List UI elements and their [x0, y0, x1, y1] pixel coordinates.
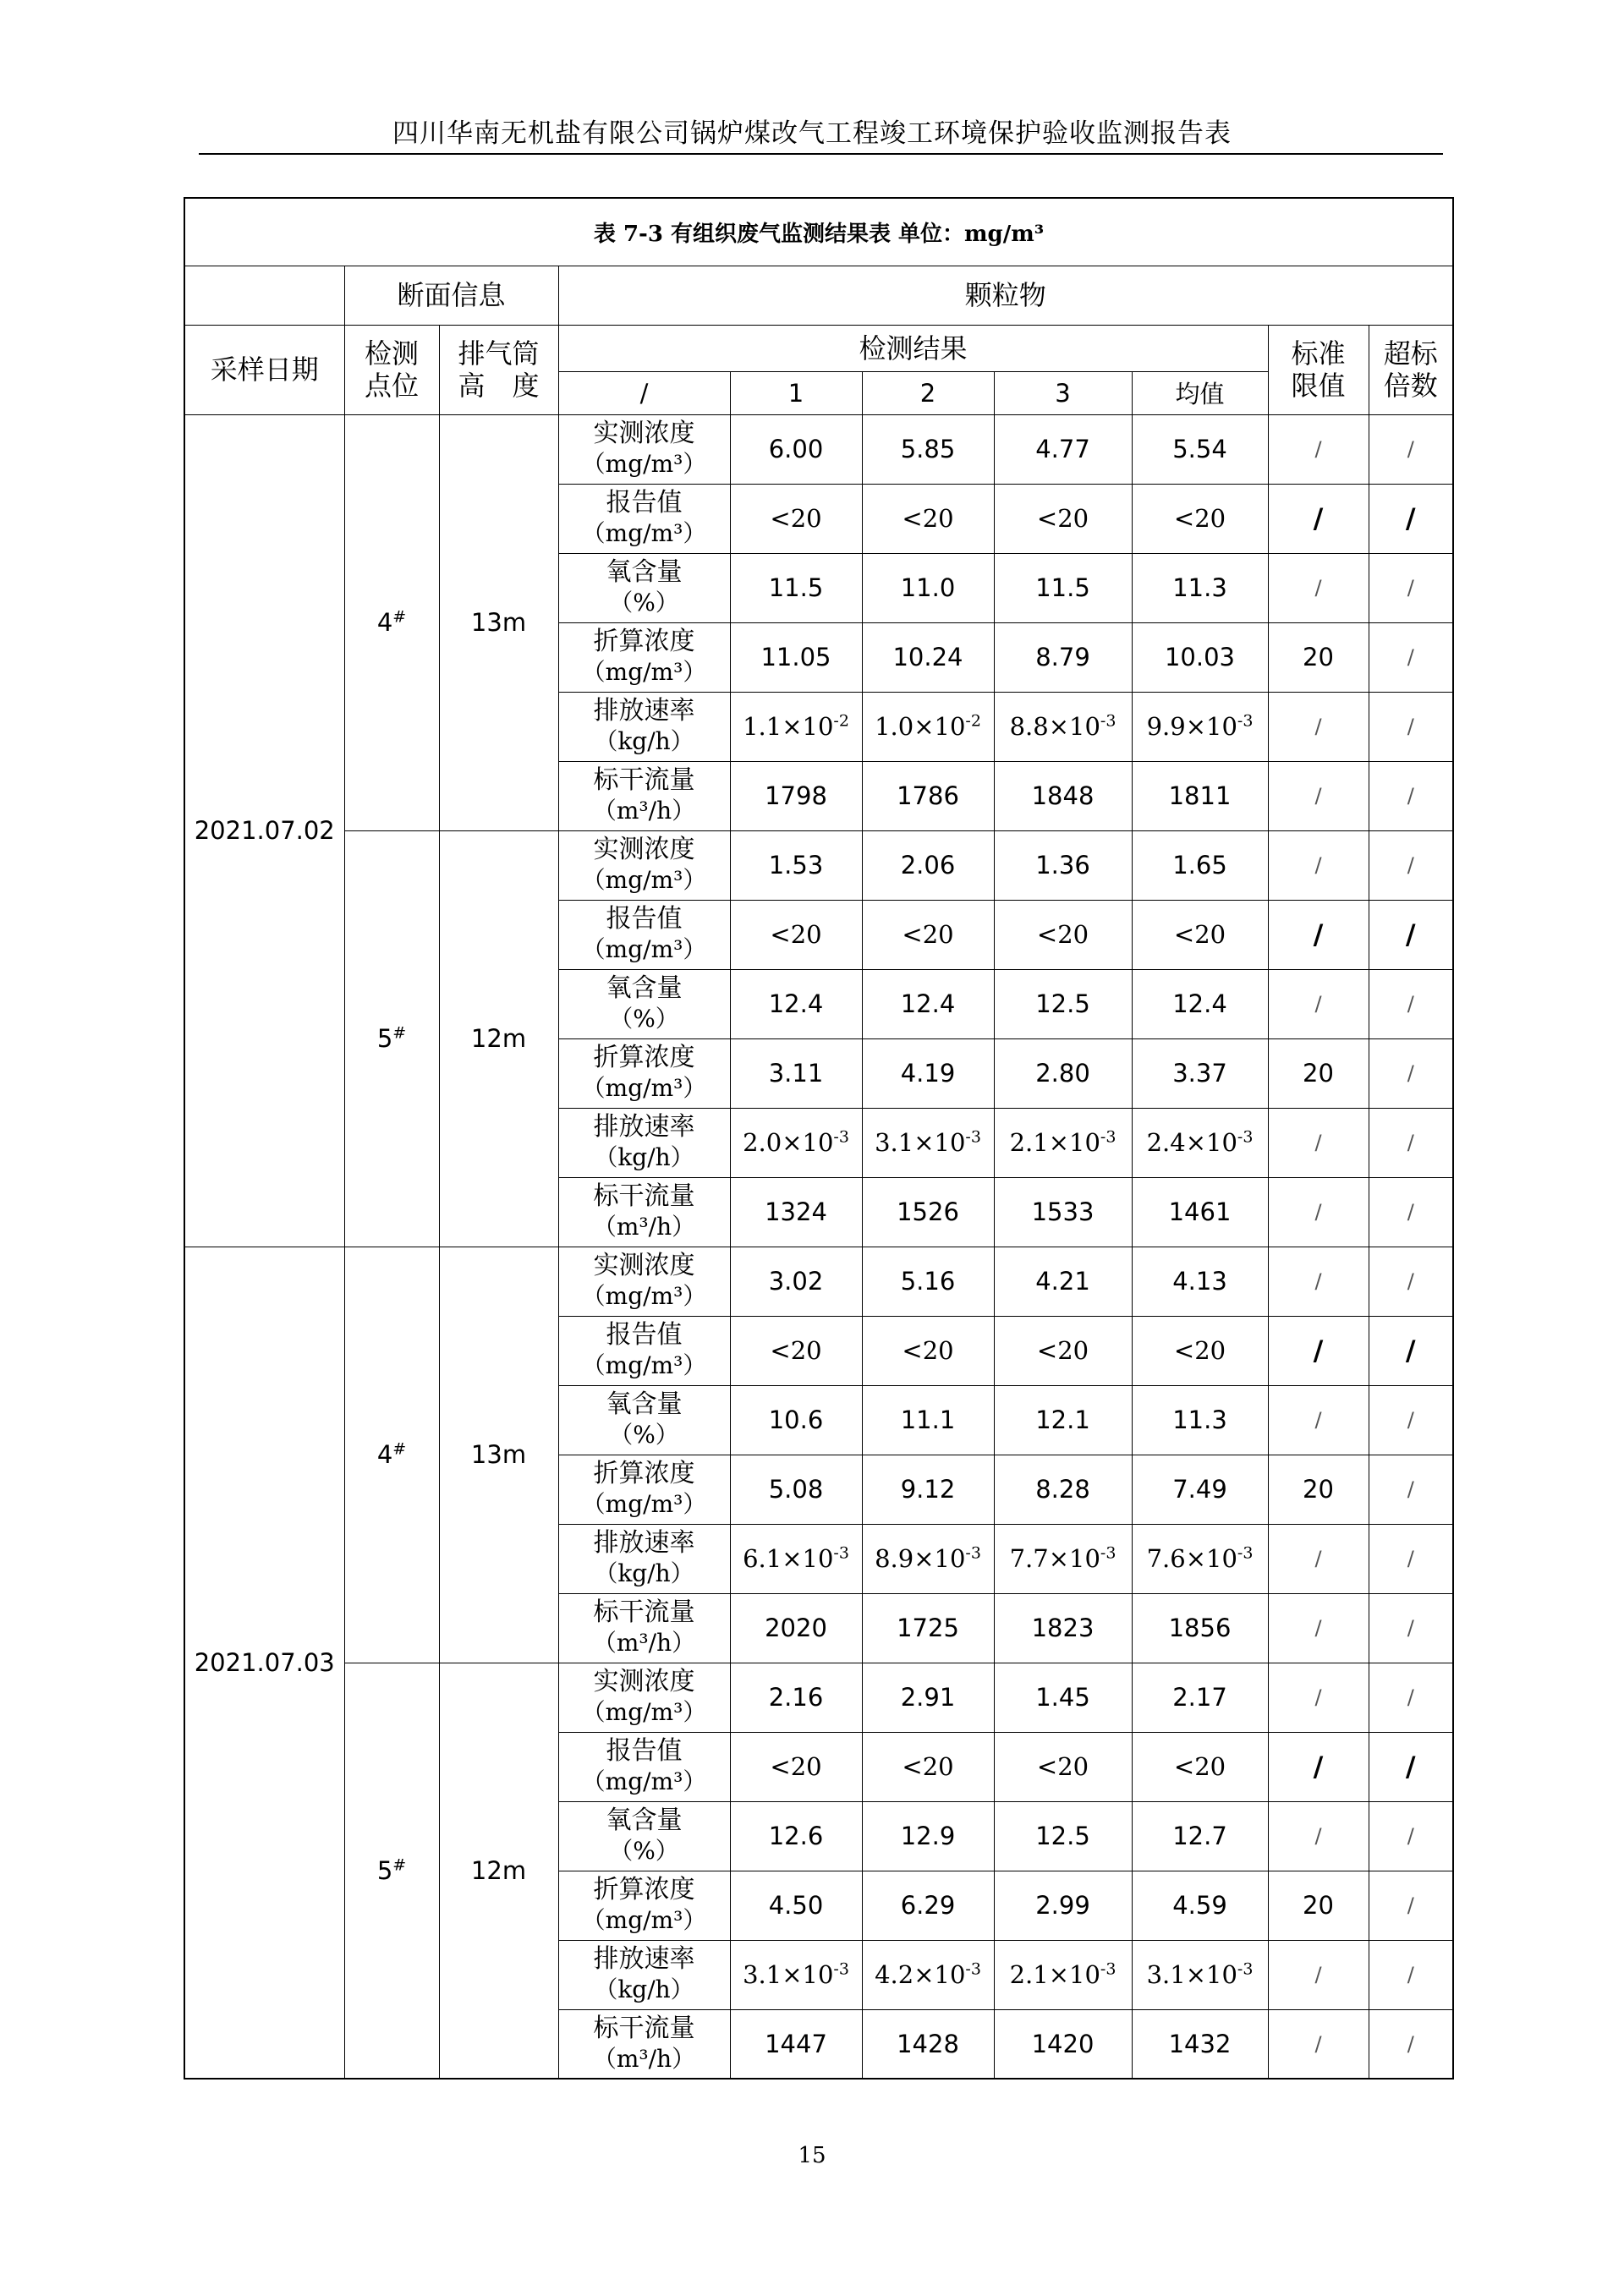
value-cell: 5.54 — [1132, 414, 1268, 484]
value-cell: 1811 — [1132, 761, 1268, 830]
value-cell: 2.17 — [1132, 1663, 1268, 1732]
value-cell: 4.50 — [730, 1871, 862, 1940]
param-name-cell: 标干流量 （m³/h） — [558, 1177, 730, 1247]
header-col-2: 2 — [862, 371, 994, 414]
value-cell: 3.02 — [730, 1247, 862, 1316]
value-cell: 4.59 — [1132, 1871, 1268, 1940]
header-col-mean: 均值 — [1132, 371, 1268, 414]
value-cell: 11.1 — [862, 1385, 994, 1455]
value-cell: 4.21 — [994, 1247, 1132, 1316]
value-cell: $7.7\times 10^{-3}$ — [994, 1524, 1132, 1593]
value-cell: 2020 — [730, 1593, 862, 1663]
limit-cell: / — [1268, 553, 1369, 622]
value-cell: <20 — [862, 484, 994, 553]
exceed-cell: / — [1369, 1455, 1453, 1524]
value-cell: 2.80 — [994, 1038, 1132, 1108]
value-cell: $6.1\times 10^{-3}$ — [730, 1524, 862, 1593]
page-number: 15 — [798, 2143, 826, 2168]
header-stack-height: 排气筒 高 度 — [439, 325, 558, 414]
header-point: 检测 点位 — [344, 325, 439, 414]
limit-cell: / — [1268, 1316, 1369, 1385]
value-cell: 6.00 — [730, 414, 862, 484]
header-section-info: 断面信息 — [344, 266, 558, 325]
value-cell: <20 — [994, 1316, 1132, 1385]
exceed-cell: / — [1369, 553, 1453, 622]
header-pollutant: 颗粒物 — [558, 266, 1453, 325]
point-cell: 5# — [344, 830, 439, 1247]
value-cell: 10.03 — [1132, 622, 1268, 692]
value-cell: $3.1\times 10^{-3}$ — [1132, 1940, 1268, 2009]
value-cell: 12.5 — [994, 969, 1132, 1038]
limit-cell: / — [1268, 414, 1369, 484]
exceed-cell: / — [1369, 2009, 1453, 2079]
value-cell: 1.36 — [994, 830, 1132, 900]
value-cell: 1533 — [994, 1177, 1132, 1247]
value-cell: 2.91 — [862, 1663, 994, 1732]
value-cell: 11.5 — [730, 553, 862, 622]
value-cell: <20 — [730, 484, 862, 553]
exceed-cell: / — [1369, 484, 1453, 553]
exceed-cell: / — [1369, 692, 1453, 761]
value-cell: 1420 — [994, 2009, 1132, 2079]
value-cell: 1786 — [862, 761, 994, 830]
stack-height-cell: 13m — [439, 1247, 558, 1663]
value-cell: <20 — [1132, 1316, 1268, 1385]
value-cell: $2.0\times 10^{-3}$ — [730, 1108, 862, 1177]
value-cell: 11.3 — [1132, 1385, 1268, 1455]
value-cell: <20 — [994, 484, 1132, 553]
limit-cell: / — [1268, 1524, 1369, 1593]
value-cell: $8.8\times 10^{-3}$ — [994, 692, 1132, 761]
param-name-cell: 折算浓度 （mg/m³） — [558, 1455, 730, 1524]
value-cell: 3.37 — [1132, 1038, 1268, 1108]
exceed-cell: / — [1369, 622, 1453, 692]
value-cell: 12.4 — [1132, 969, 1268, 1038]
value-cell: 12.6 — [730, 1801, 862, 1871]
value-cell: 1725 — [862, 1593, 994, 1663]
header-empty-cell — [184, 266, 344, 325]
value-cell: 1823 — [994, 1593, 1132, 1663]
limit-cell: / — [1268, 1177, 1369, 1247]
limit-cell: 20 — [1268, 1871, 1369, 1940]
value-cell: 11.5 — [994, 553, 1132, 622]
value-cell: $2.1\times 10^{-3}$ — [994, 1108, 1132, 1177]
value-cell: <20 — [1132, 900, 1268, 969]
param-name-cell: 报告值 （mg/m³） — [558, 900, 730, 969]
point-cell: 5# — [344, 1663, 439, 2079]
header-col-slash: / — [558, 371, 730, 414]
value-cell: <20 — [1132, 484, 1268, 553]
value-cell: 1.65 — [1132, 830, 1268, 900]
param-name-cell: 氧含量 （%） — [558, 969, 730, 1038]
exceed-cell: / — [1369, 1316, 1453, 1385]
value-cell: 11.3 — [1132, 553, 1268, 622]
limit-cell: 20 — [1268, 622, 1369, 692]
value-cell: 1.53 — [730, 830, 862, 900]
exceed-cell: / — [1369, 414, 1453, 484]
exceed-cell: / — [1369, 1871, 1453, 1940]
limit-cell: / — [1268, 1385, 1369, 1455]
table-row — [184, 1247, 1453, 1316]
param-name-cell: 标干流量 （m³/h） — [558, 1593, 730, 1663]
limit-cell: / — [1268, 692, 1369, 761]
value-cell: <20 — [862, 1316, 994, 1385]
value-cell: 1848 — [994, 761, 1132, 830]
value-cell: 12.4 — [730, 969, 862, 1038]
value-cell: 12.9 — [862, 1801, 994, 1871]
value-cell: 1856 — [1132, 1593, 1268, 1663]
exceed-cell: / — [1369, 1385, 1453, 1455]
value-cell: 1526 — [862, 1177, 994, 1247]
param-name-cell: 报告值 （mg/m³） — [558, 484, 730, 553]
header-results: 检测结果 — [558, 325, 1268, 371]
param-name-cell: 实测浓度 （mg/m³） — [558, 414, 730, 484]
value-cell: 10.24 — [862, 622, 994, 692]
value-cell: 10.6 — [730, 1385, 862, 1455]
exceed-cell: / — [1369, 761, 1453, 830]
value-cell: <20 — [730, 1316, 862, 1385]
table-caption: 表 7-3 有组织废气监测结果表 单位：mg/m³ — [184, 198, 1453, 266]
emission-results-table — [184, 197, 1454, 2080]
exceed-cell: / — [1369, 1801, 1453, 1871]
value-cell: $8.9\times 10^{-3}$ — [862, 1524, 994, 1593]
param-name-cell: 氧含量 （%） — [558, 553, 730, 622]
exceed-cell: / — [1369, 830, 1453, 900]
limit-cell: / — [1268, 484, 1369, 553]
value-cell: 2.06 — [862, 830, 994, 900]
param-name-cell: 标干流量 （m³/h） — [558, 761, 730, 830]
value-cell: 7.49 — [1132, 1455, 1268, 1524]
value-cell: $2.1\times 10^{-3}$ — [994, 1940, 1132, 2009]
param-name-cell: 排放速率 （kg/h） — [558, 1524, 730, 1593]
limit-cell: 20 — [1268, 1455, 1369, 1524]
limit-cell: / — [1268, 900, 1369, 969]
limit-cell: / — [1268, 1247, 1369, 1316]
param-name-cell: 实测浓度 （mg/m³） — [558, 1247, 730, 1316]
header-col-1: 1 — [730, 371, 862, 414]
value-cell: 1324 — [730, 1177, 862, 1247]
value-cell: 5.16 — [862, 1247, 994, 1316]
value-cell: <20 — [862, 1732, 994, 1801]
exceed-cell: / — [1369, 1038, 1453, 1108]
value-cell: 11.0 — [862, 553, 994, 622]
limit-cell: / — [1268, 830, 1369, 900]
param-name-cell: 氧含量 （%） — [558, 1385, 730, 1455]
param-name-cell: 折算浓度 （mg/m³） — [558, 1038, 730, 1108]
value-cell: 8.79 — [994, 622, 1132, 692]
exceed-cell: / — [1369, 1524, 1453, 1593]
limit-cell: / — [1268, 1801, 1369, 1871]
exceed-cell: / — [1369, 1663, 1453, 1732]
value-cell: 3.11 — [730, 1038, 862, 1108]
table-row — [184, 414, 1453, 484]
value-cell: 4.77 — [994, 414, 1132, 484]
value-cell: 11.05 — [730, 622, 862, 692]
param-name-cell: 实测浓度 （mg/m³） — [558, 830, 730, 900]
value-cell: 2.16 — [730, 1663, 862, 1732]
limit-cell: / — [1268, 1732, 1369, 1801]
limit-cell: / — [1268, 1663, 1369, 1732]
value-cell: <20 — [994, 1732, 1132, 1801]
header-sampling-date: 采样日期 — [184, 325, 344, 414]
exceed-cell: / — [1369, 1593, 1453, 1663]
value-cell: $9.9\times 10^{-3}$ — [1132, 692, 1268, 761]
exceed-cell: / — [1369, 1940, 1453, 2009]
value-cell: <20 — [730, 900, 862, 969]
value-cell: 1461 — [1132, 1177, 1268, 1247]
param-name-cell: 报告值 （mg/m³） — [558, 1732, 730, 1801]
limit-cell: / — [1268, 2009, 1369, 2079]
value-cell: <20 — [994, 900, 1132, 969]
page-header-title: 四川华南无机盐有限公司锅炉煤改气工程竣工环境保护验收监测报告表 — [392, 118, 1232, 149]
value-cell: $4.2\times 10^{-3}$ — [862, 1940, 994, 2009]
param-name-cell: 报告值 （mg/m³） — [558, 1316, 730, 1385]
value-cell: 1432 — [1132, 2009, 1268, 2079]
limit-cell: / — [1268, 1940, 1369, 2009]
limit-cell: 20 — [1268, 1038, 1369, 1108]
stack-height-cell: 13m — [439, 414, 558, 830]
table-row — [184, 830, 1453, 900]
value-cell: $2.4\times 10^{-3}$ — [1132, 1108, 1268, 1177]
param-name-cell: 折算浓度 （mg/m³） — [558, 622, 730, 692]
value-cell: 12.1 — [994, 1385, 1132, 1455]
header-exceed: 超标 倍数 — [1369, 325, 1453, 414]
value-cell: 4.19 — [862, 1038, 994, 1108]
exceed-cell: / — [1369, 900, 1453, 969]
header-limit: 标准 限值 — [1268, 325, 1369, 414]
value-cell: $1.1\times 10^{-2}$ — [730, 692, 862, 761]
point-cell: 4# — [344, 1247, 439, 1663]
value-cell: 8.28 — [994, 1455, 1132, 1524]
value-cell: 9.12 — [862, 1455, 994, 1524]
exceed-cell: / — [1369, 1247, 1453, 1316]
limit-cell: / — [1268, 1593, 1369, 1663]
limit-cell: / — [1268, 761, 1369, 830]
stack-height-cell: 12m — [439, 830, 558, 1247]
table-row — [184, 1663, 1453, 1732]
limit-cell: / — [1268, 969, 1369, 1038]
param-name-cell: 氧含量 （%） — [558, 1801, 730, 1871]
value-cell: 5.85 — [862, 414, 994, 484]
value-cell: 1.45 — [994, 1663, 1132, 1732]
param-name-cell: 折算浓度 （mg/m³） — [558, 1871, 730, 1940]
param-name-cell: 标干流量 （m³/h） — [558, 2009, 730, 2079]
sampling-date-cell: 2021.07.03 — [184, 1247, 344, 2079]
param-name-cell: 实测浓度 （mg/m³） — [558, 1663, 730, 1732]
param-name-cell: 排放速率 （kg/h） — [558, 1940, 730, 2009]
value-cell: 1428 — [862, 2009, 994, 2079]
value-cell: $3.1\times 10^{-3}$ — [730, 1940, 862, 2009]
value-cell: $1.0\times 10^{-2}$ — [862, 692, 994, 761]
value-cell: $3.1\times 10^{-3}$ — [862, 1108, 994, 1177]
param-name-cell: 排放速率 （kg/h） — [558, 1108, 730, 1177]
value-cell: <20 — [730, 1732, 862, 1801]
stack-height-cell: 12m — [439, 1663, 558, 2079]
point-cell: 4# — [344, 414, 439, 830]
exceed-cell: / — [1369, 969, 1453, 1038]
limit-cell: / — [1268, 1108, 1369, 1177]
exceed-cell: / — [1369, 1108, 1453, 1177]
exceed-cell: / — [1369, 1177, 1453, 1247]
value-cell: 1447 — [730, 2009, 862, 2079]
exceed-cell: / — [1369, 1732, 1453, 1801]
value-cell: 6.29 — [862, 1871, 994, 1940]
value-cell: 4.13 — [1132, 1247, 1268, 1316]
value-cell: <20 — [862, 900, 994, 969]
value-cell: 12.5 — [994, 1801, 1132, 1871]
sampling-date-cell: 2021.07.02 — [184, 414, 344, 1247]
param-name-cell: 排放速率 （kg/h） — [558, 692, 730, 761]
value-cell: <20 — [1132, 1732, 1268, 1801]
value-cell: 5.08 — [730, 1455, 862, 1524]
value-cell: 12.4 — [862, 969, 994, 1038]
header-rule — [199, 153, 1443, 155]
value-cell: 1798 — [730, 761, 862, 830]
value-cell: 12.7 — [1132, 1801, 1268, 1871]
value-cell: 2.99 — [994, 1871, 1132, 1940]
value-cell: $7.6\times 10^{-3}$ — [1132, 1524, 1268, 1593]
header-col-3: 3 — [994, 371, 1132, 414]
